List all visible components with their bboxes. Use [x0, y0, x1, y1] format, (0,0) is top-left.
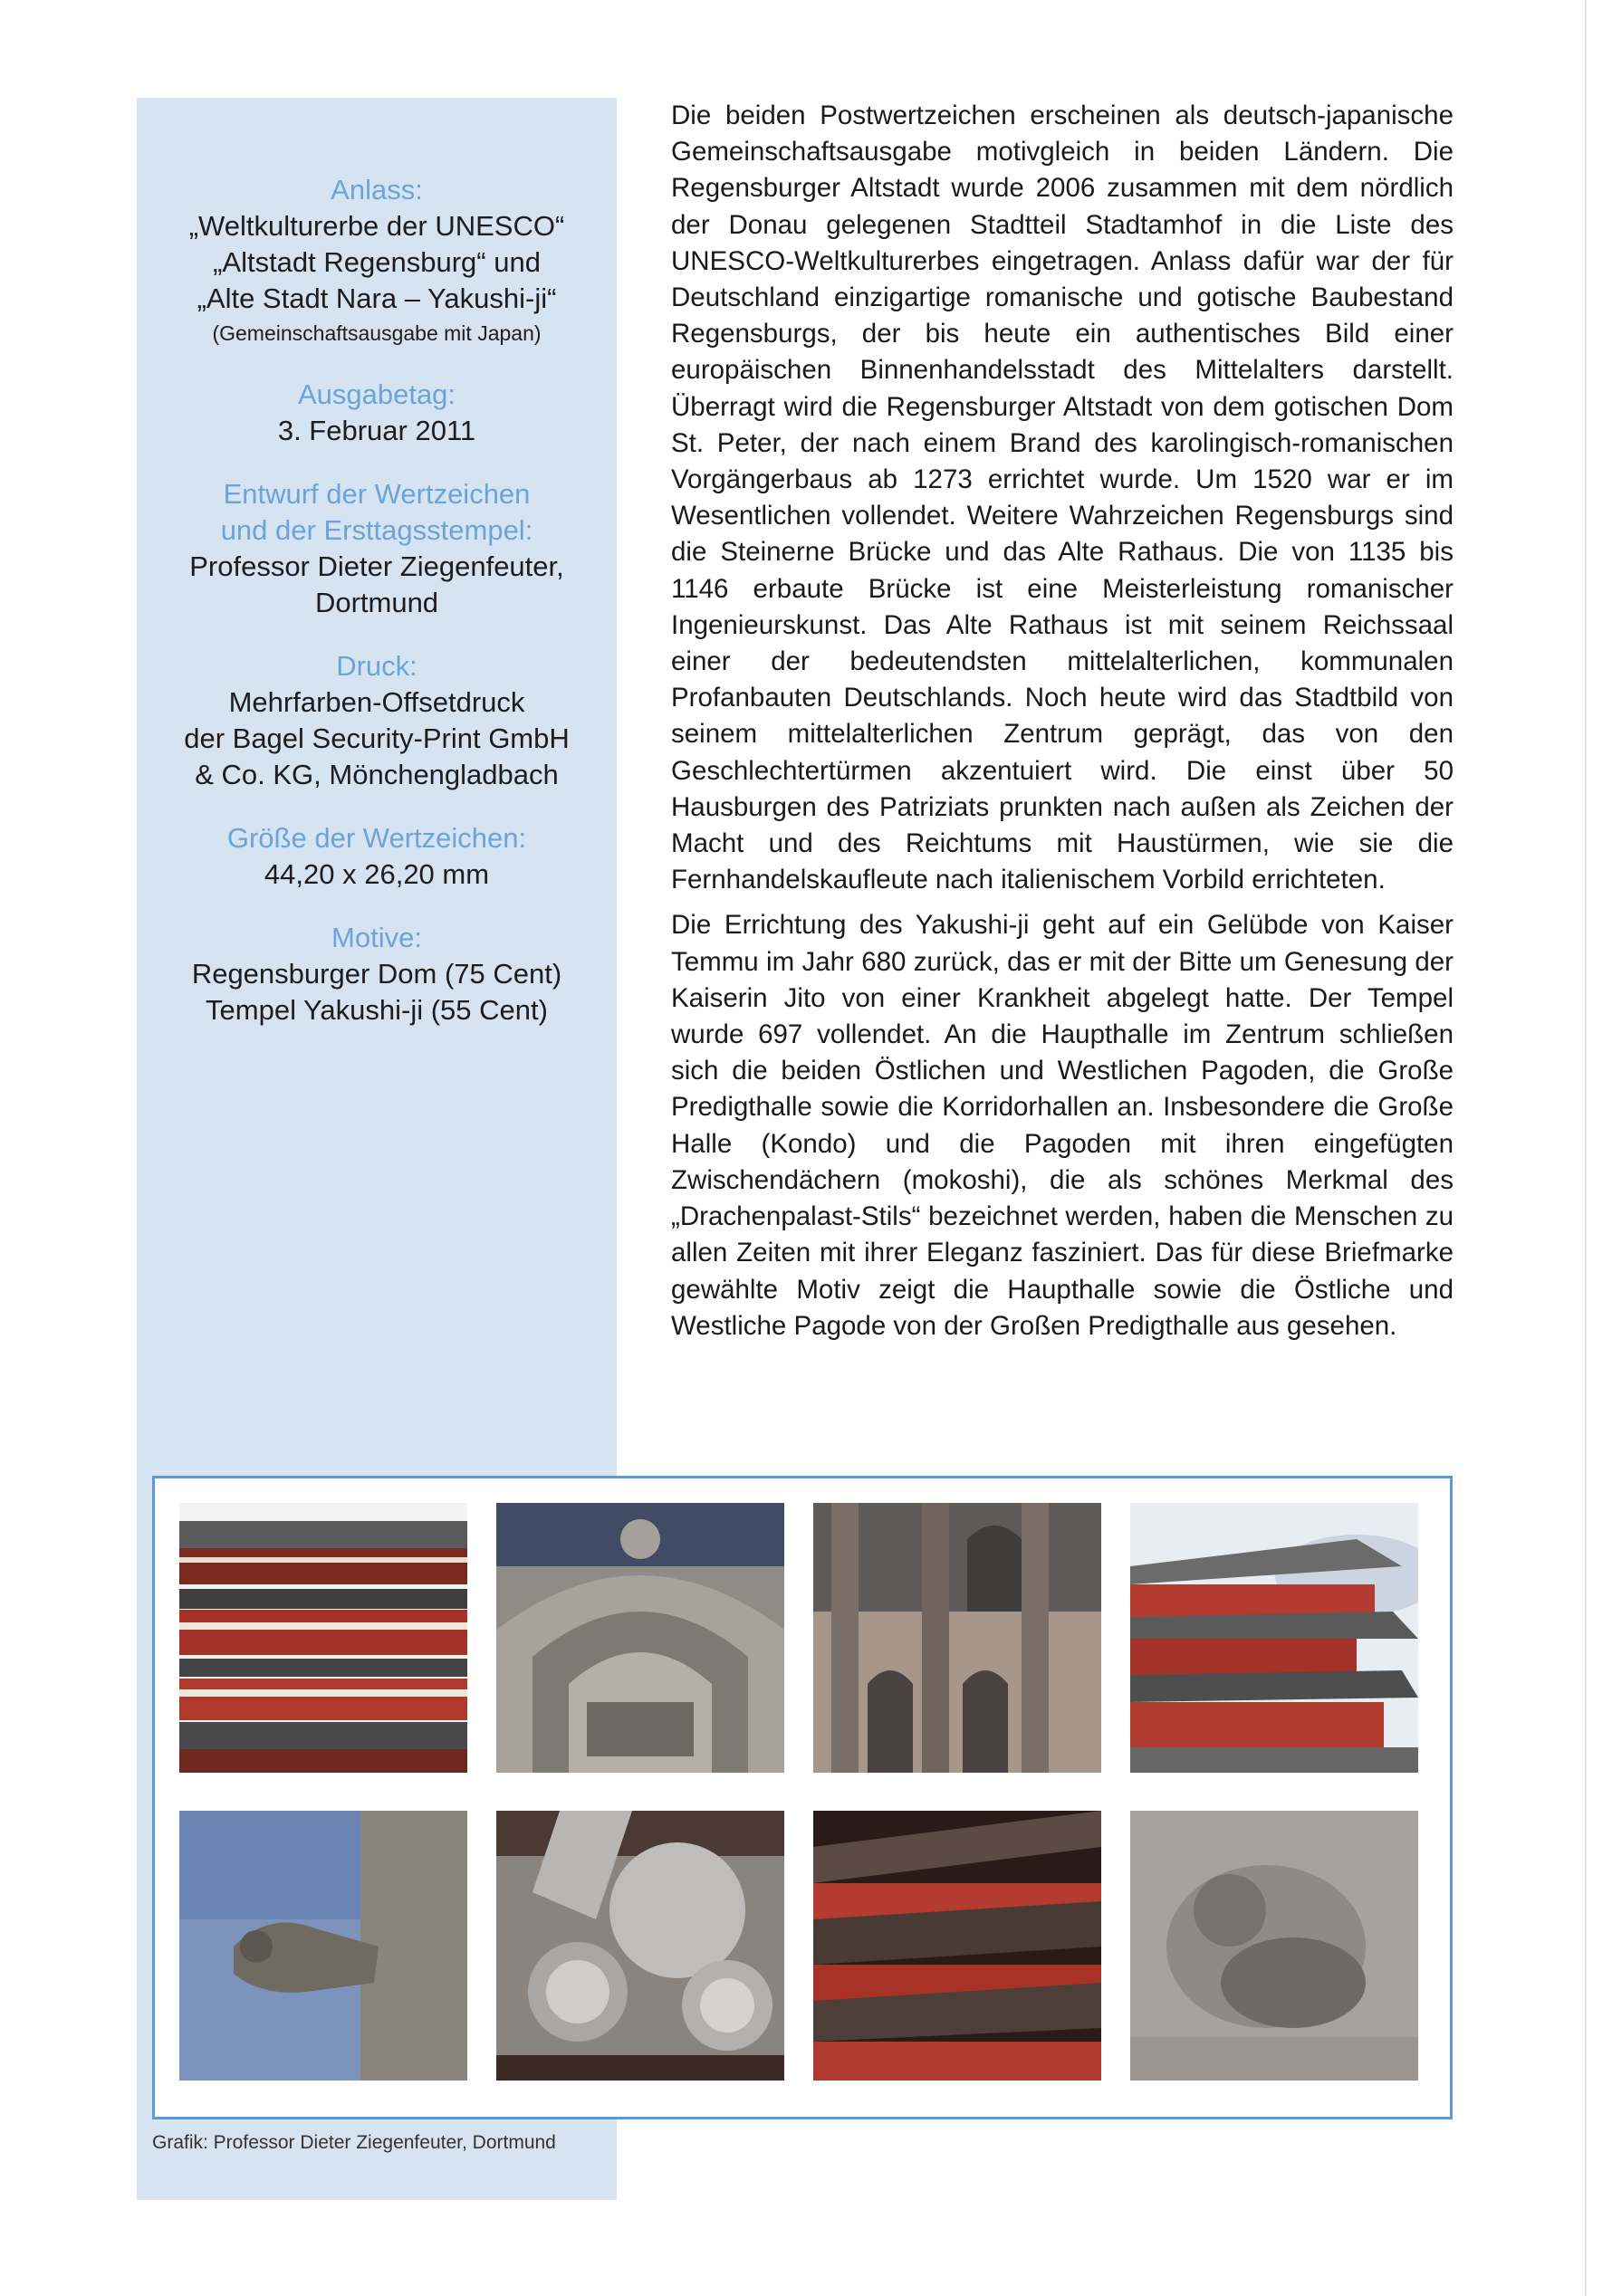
entwurf-heading: Entwurf der Wertzeichen [223, 478, 531, 510]
groesse-block [137, 820, 617, 893]
entwurf-line: Dortmund [314, 587, 439, 618]
photo-gallery [152, 1476, 1453, 2119]
ausgabetag-value: 3. Februar 2011 [277, 415, 476, 446]
motive-line: Tempel Yakushi-ji (55 Cent) [206, 994, 548, 1026]
paragraph-yakushi-ji: Die Errichtung des Yakushi-ji geht auf ein Gelübde von Kaiser Temmu im Jahr 680 zurück, das er mit der Bitte um Genesung der Kaiserin Jito von einer Krankheit abgelegt hatte. Der Tempel wurde 697 vollendet. An die Haupthalle im Zentrum schließen sich die beiden Östlichen und Westlichen Pagoden, die Große Predigthalle sowie die Korridorhallen an. Insbesondere die Große Halle (Kondo) und die Pagoden mit ihren eingefügten Zwischendächern (mokoshi), die als schönes Merkmal des „Drachenpalast-Stils“ bezeichnet werden, haben die Menschen zu allen Zeiten mit ihrer Eleganz fasziniert. Das für diese Briefmarke gewählte Motiv zeigt die Haupthalle sowie die Östliche und Westliche Pagode von der Großen Predigthalle aus gesehen. [671, 910, 1454, 1341]
motive-line: Regensburger Dom (75 Cent) [191, 958, 562, 990]
druck-line: Mehrfarben-Offsetdruck [228, 686, 525, 718]
paragraph-regensburg: Die beiden Postwertzeichen erscheinen als deutsch-japanische Gemeinschaftsausgabe motivgleich in beiden Ländern. Die Regensburger Altstadt wurde 2006 zusammen mit dem nördlich der Donau gelegenen Stadtteil Stadtamhof in die Liste des UNESCO-Weltkulturerbes eingetragen. Anlass dafür war der für Deutschland einzigartige romanische und gotische Baubestand Regensburgs, der bis heute ein authentisches Bild einer europäischen Binnenhandelsstadt des Mittelalters darstellt. Überragt wird die Regensburger Altstadt von dem gotischen Dom St. Peter, der nach einem Brand des karolingisch-romanischen Vorgängerbaus ab 1273 errichtet wurde. Um 1520 war er im Wesentlichen vollendet. Weitere Wahrzeichen Regensburgs sind die Steinerne Brücke und das Alte Rathaus. Die von 1135 bis 1146 erbaute Brücke ist eine Meisterleistung romanischer Ingenieurskunst. Das Alte Rathaus ist mit seinem Reichssaal einer der bedeutendsten mittelalterlichen, kommunalen Profanbauten Deutschlands. Noch heute wird das Stadtbild von seinem mittelalterlichen Zentrum geprägt, das von den Geschlechtertürmen akzentuiert wird. Die einst über 50 Hausburgen des Patriziats prunkten nach außen als Zeichen der Macht und des Reichtums mit Haustürmen, wie sie die Fernhandelskaufleute nach italienischem Vorbild errichteten. [671, 100, 1454, 895]
entwurf-heading: und der Ersttagsstempel: [220, 514, 533, 546]
motive-block [137, 920, 617, 1028]
photo-temple-eaves [179, 1503, 467, 1773]
motive-heading: Motive: [331, 922, 422, 953]
druck-line: der Bagel Security-Print GmbH [184, 722, 570, 754]
ausgabetag-block [137, 377, 617, 449]
anlass-line: „Weltkulturerbe der UNESCO“ [188, 210, 565, 242]
druck-heading: Druck: [336, 650, 417, 682]
photo-pagoda-sky [1130, 1503, 1418, 1773]
anlass-line: „Alte Stadt Nara – Yakushi-ji“ [197, 282, 557, 314]
photo-stone-mask [496, 1811, 784, 2081]
photo-stone-sculpture [1130, 1811, 1418, 2081]
ausgabetag-heading: Ausgabetag: [297, 378, 456, 410]
druck-line: & Co. KG, Mönchengladbach [195, 759, 559, 790]
graphic-credit: Grafik: Professor Dieter Ziegenfeuter, Dortmund [152, 2132, 556, 2153]
issue-info [137, 172, 617, 1056]
page-edge [1585, 0, 1587, 2296]
anlass-note: (Gemeinschaftsausgabe mit Japan) [212, 321, 542, 345]
druck-block [137, 648, 617, 793]
photo-gothic-portal [496, 1503, 784, 1773]
anlass-heading: Anlass: [331, 174, 423, 206]
photo-red-pagoda-tiers [813, 1811, 1101, 2081]
groesse-heading: Größe der Wertzeichen: [226, 822, 527, 854]
anlass-line: „Altstadt Regensburg“ und [213, 246, 541, 278]
photo-gargoyle-sky [179, 1811, 467, 2081]
anlass-block [137, 172, 617, 349]
entwurf-line: Professor Dieter Ziegenfeuter, [189, 550, 564, 582]
groesse-value: 44,20 x 26,20 mm [264, 858, 490, 890]
entwurf-block [137, 476, 617, 621]
article-body [671, 98, 1454, 1354]
photo-cathedral-facade [813, 1503, 1101, 1773]
